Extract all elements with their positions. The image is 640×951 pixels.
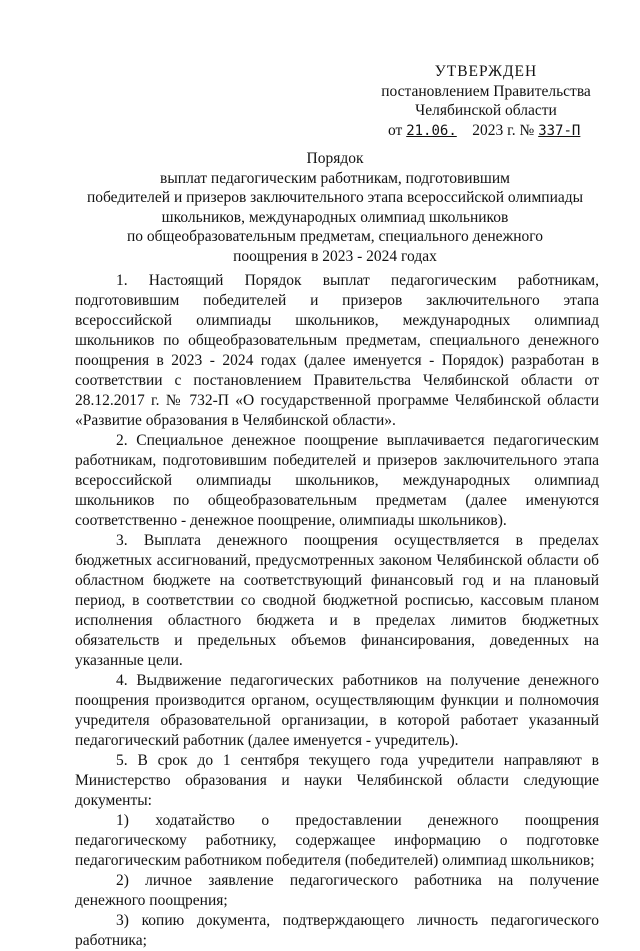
- paragraph-5: 5. В срок до 1 сентября текущего года учредители направляют в Министерство образования и науки Челябинской области следующие документы:: [75, 752, 599, 809]
- title-line-1: Порядок: [306, 150, 364, 167]
- list-item-3: 3) копию документа, подтверждающего личность педагогического работника;: [75, 912, 599, 949]
- document-body: [75, 271, 599, 951]
- approval-line-1: постановлением Правительства: [381, 82, 591, 100]
- title-line-4: школьников, международных олимпиад школьников: [161, 208, 509, 226]
- paragraph-2: 2. Специальное денежное поощрение выплачивается педагогическим работникам, подготовившим победителей и призеров заключительного этапа всероссийской олимпиады школьников, международных олимпиад школьников по общеобразовательным предметам (далее именуются соответственно - денежное поощрение, олимпиады школьников).: [75, 432, 599, 529]
- approval-date-prefix: от: [388, 121, 403, 139]
- document-title: [70, 149, 600, 267]
- title-line-6: поощрения в 2023 - 2024 годах: [233, 247, 437, 265]
- paragraph-4: 4. Выдвижение педагогических работников на получение денежного поощрения производится органом, осуществляющим функции и полномочия учредителя образовательной организации, в которой работает указанный педагогический работник (далее именуется - учредитель).: [75, 672, 599, 749]
- approval-heading: УТВЕРЖДЕН: [434, 63, 538, 80]
- approval-number-value: 337-П: [538, 122, 581, 139]
- approval-date-value: 21.06.: [406, 122, 457, 139]
- paragraph-3: 3. Выплата денежного поощрения осуществляется в пределах бюджетных ассигнований, предусмотренных законом Челябинской области об областном бюджете на соответствующий финансовый год и на плановый период, в соответствии со сводной бюджетной росписью, кассовым планом исполнения областного бюджета и в пределах лимитов бюджетных обязательств и предельных объемов финансирования, доведенных на указанные цели.: [75, 532, 599, 669]
- paragraph-1: 1. Настоящий Порядок выплат педагогическим работникам, подготовившим победителей и призеров заключительного этапа всероссийской олимпиады школьников, международных олимпиад школьников по общеобразовательным предметам, специального денежного поощрения в 2023 - 2024 годах (далее именуется - Порядок) разработан в соответствии с постановлением Правительства Челябинской области от 28.12.2017 г. № 732-П «О государственной программе Челябинской области «Развитие образования в Челябинской области».: [75, 272, 599, 429]
- title-line-5: по общеобразовательным предметам, специального денежного: [126, 228, 544, 246]
- title-line-3: победителей и призеров заключительного этапа всероссийской олимпиады: [86, 189, 584, 207]
- approval-stamp: [372, 62, 600, 141]
- title-line-2: выплат педагогическим работникам, подготовившим: [160, 169, 510, 187]
- approval-date-line: [372, 121, 600, 142]
- approval-date-year: 2023 г. №: [472, 121, 535, 139]
- list-item-1: 1) ходатайство о предоставлении денежного поощрения педагогическому работнику, содержащее информацию о подготовке педагогическим работником победителя (победителей) олимпиад школьников;: [75, 812, 599, 869]
- approval-line-2: Челябинской области: [415, 102, 557, 119]
- list-item-2: 2) личное заявление педагогического работника на получение денежного поощрения;: [75, 872, 599, 909]
